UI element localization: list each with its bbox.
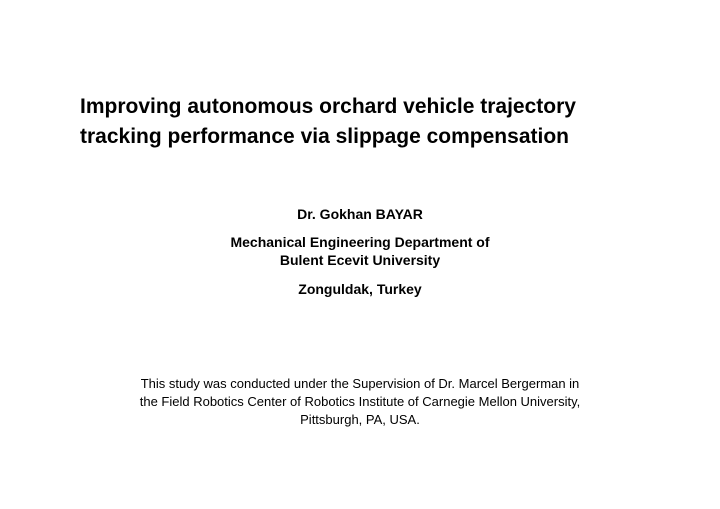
- note-line-2: the Field Robotics Center of Robotics Institute of Carnegie Mellon University,: [139, 394, 581, 409]
- note-line-3: Pittsburgh, PA, USA.: [300, 412, 420, 427]
- author-name: Dr. Gokhan BAYAR: [297, 206, 423, 222]
- note-line-1: This study was conducted under the Supervision of Dr. Marcel Bergerman in: [140, 376, 580, 391]
- supervision-note: [0, 375, 720, 429]
- affiliation-line-2: Bulent Ecevit University: [279, 252, 441, 268]
- slide-title-line-2: tracking performance via slippage compensation: [80, 125, 569, 148]
- slide-title: [80, 92, 690, 152]
- author-affiliation: [0, 233, 720, 269]
- affiliation-line-1: Mechanical Engineering Department of: [230, 234, 490, 250]
- slide-title-line-1: Improving autonomous orchard vehicle trajectory: [80, 95, 576, 118]
- author-location: Zonguldak, Turkey: [298, 281, 422, 297]
- author-block: [0, 205, 720, 298]
